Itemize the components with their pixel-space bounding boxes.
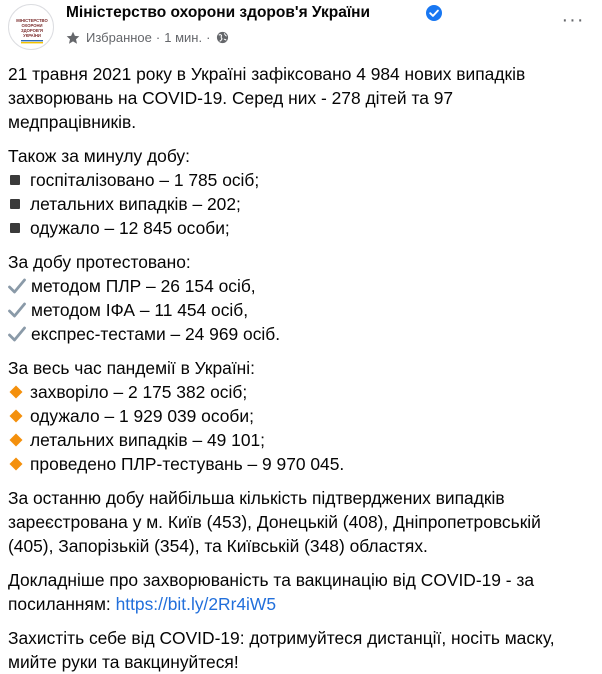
list-item [8, 274, 594, 298]
page-name[interactable]: Міністерство охорони здоров'я України [66, 4, 371, 21]
list-item-text: методом ІФА – 11 454 осіб, [31, 300, 249, 320]
list-item [8, 192, 594, 216]
globe-icon [216, 31, 229, 44]
closing-line: Захистіть себе від COVID-19: дотримуйтеся дистанції, носіть маску, [8, 628, 555, 648]
more-options-button[interactable]: ··· [561, 9, 585, 31]
list-item [8, 404, 594, 428]
list-item [8, 322, 594, 346]
meta-separator: · [155, 30, 161, 45]
logo-line-3: ЗДОРОВ'Я [21, 28, 43, 33]
intro-line: медпрацівників. [8, 112, 137, 132]
list-item-text: госпіталізовано – 1 785 осіб; [30, 170, 260, 190]
list-item-text: захворіло – 2 175 382 осіб; [30, 382, 248, 402]
more-info-line [8, 592, 594, 616]
check-mark-icon [8, 302, 26, 318]
logo-line-2: ОХОРОНИ [21, 23, 43, 28]
regions-line: За останню добу найбільша кількість підтверджених випадків [8, 488, 505, 508]
list-item [8, 298, 594, 322]
meta-separator: · [206, 30, 211, 45]
post-header [8, 0, 594, 54]
star-icon [66, 31, 80, 45]
list-item-text: одужало – 12 845 особи; [30, 218, 230, 238]
list-item-text: летальних випадків – 49 101; [30, 430, 265, 450]
black-square-icon [10, 199, 20, 209]
orange-diamond-icon [8, 432, 24, 448]
post-body [8, 62, 594, 674]
list-item [8, 216, 594, 240]
list-item-text: методом ПЛР – 26 154 осіб, [31, 276, 256, 296]
more-info-line: Докладніше про захворюваність та вакцинацію від COVID-19 - за [8, 570, 535, 590]
black-square-icon [10, 175, 20, 185]
list-item [8, 452, 594, 476]
intro-line: 21 травня 2021 року в Україні зафіксовано 4 984 нових випадків [8, 64, 526, 84]
list-item [8, 380, 594, 404]
post-time[interactable]: 1 мин. [164, 30, 203, 45]
check-mark-icon [8, 278, 26, 294]
closing-line: мийте руки та вакцинуйтеся! [8, 652, 239, 672]
regions-line: зареєстрована у м. Київ (453), Донецькій (408), Дніпропетровській [8, 512, 541, 532]
logo-line-4: УКРАЇНИ [23, 33, 41, 38]
page-avatar[interactable] [8, 4, 54, 50]
daily-heading: Також за минулу добу: [8, 146, 190, 166]
logo-line-1: МІНІСТЕРСТВО [16, 18, 48, 23]
total-heading: За весь час пандемії в Україні: [8, 358, 255, 378]
tested-heading: За добу протестовано: [8, 252, 191, 272]
link-prefix: посиланням: [8, 594, 116, 614]
black-square-icon [10, 223, 20, 233]
regions-line: (405), Запорізькій (354), та Київській (348) областях. [8, 536, 428, 556]
verified-badge-icon [426, 5, 442, 21]
check-mark-icon [8, 326, 26, 342]
list-item [8, 428, 594, 452]
post-meta [66, 30, 229, 45]
orange-diamond-icon [8, 456, 24, 472]
list-item-text: одужало – 1 929 039 особи; [30, 406, 254, 426]
orange-diamond-icon [8, 384, 24, 400]
list-item [8, 168, 594, 192]
ministry-logo-icon [9, 5, 54, 50]
list-item-text: летальних випадків – 202; [30, 194, 241, 214]
covid-info-link[interactable]: https://bit.ly/2Rr4iW5 [115, 594, 276, 614]
favorites-label[interactable]: Избранное [86, 30, 152, 45]
list-item-text: експрес-тестами – 24 969 осіб. [31, 324, 281, 344]
orange-diamond-icon [8, 408, 24, 424]
intro-line: захворювань на COVID-19. Серед них - 278 дітей та 97 [8, 88, 454, 108]
list-item-text: проведено ПЛР-тестувань – 9 970 045. [30, 454, 345, 474]
